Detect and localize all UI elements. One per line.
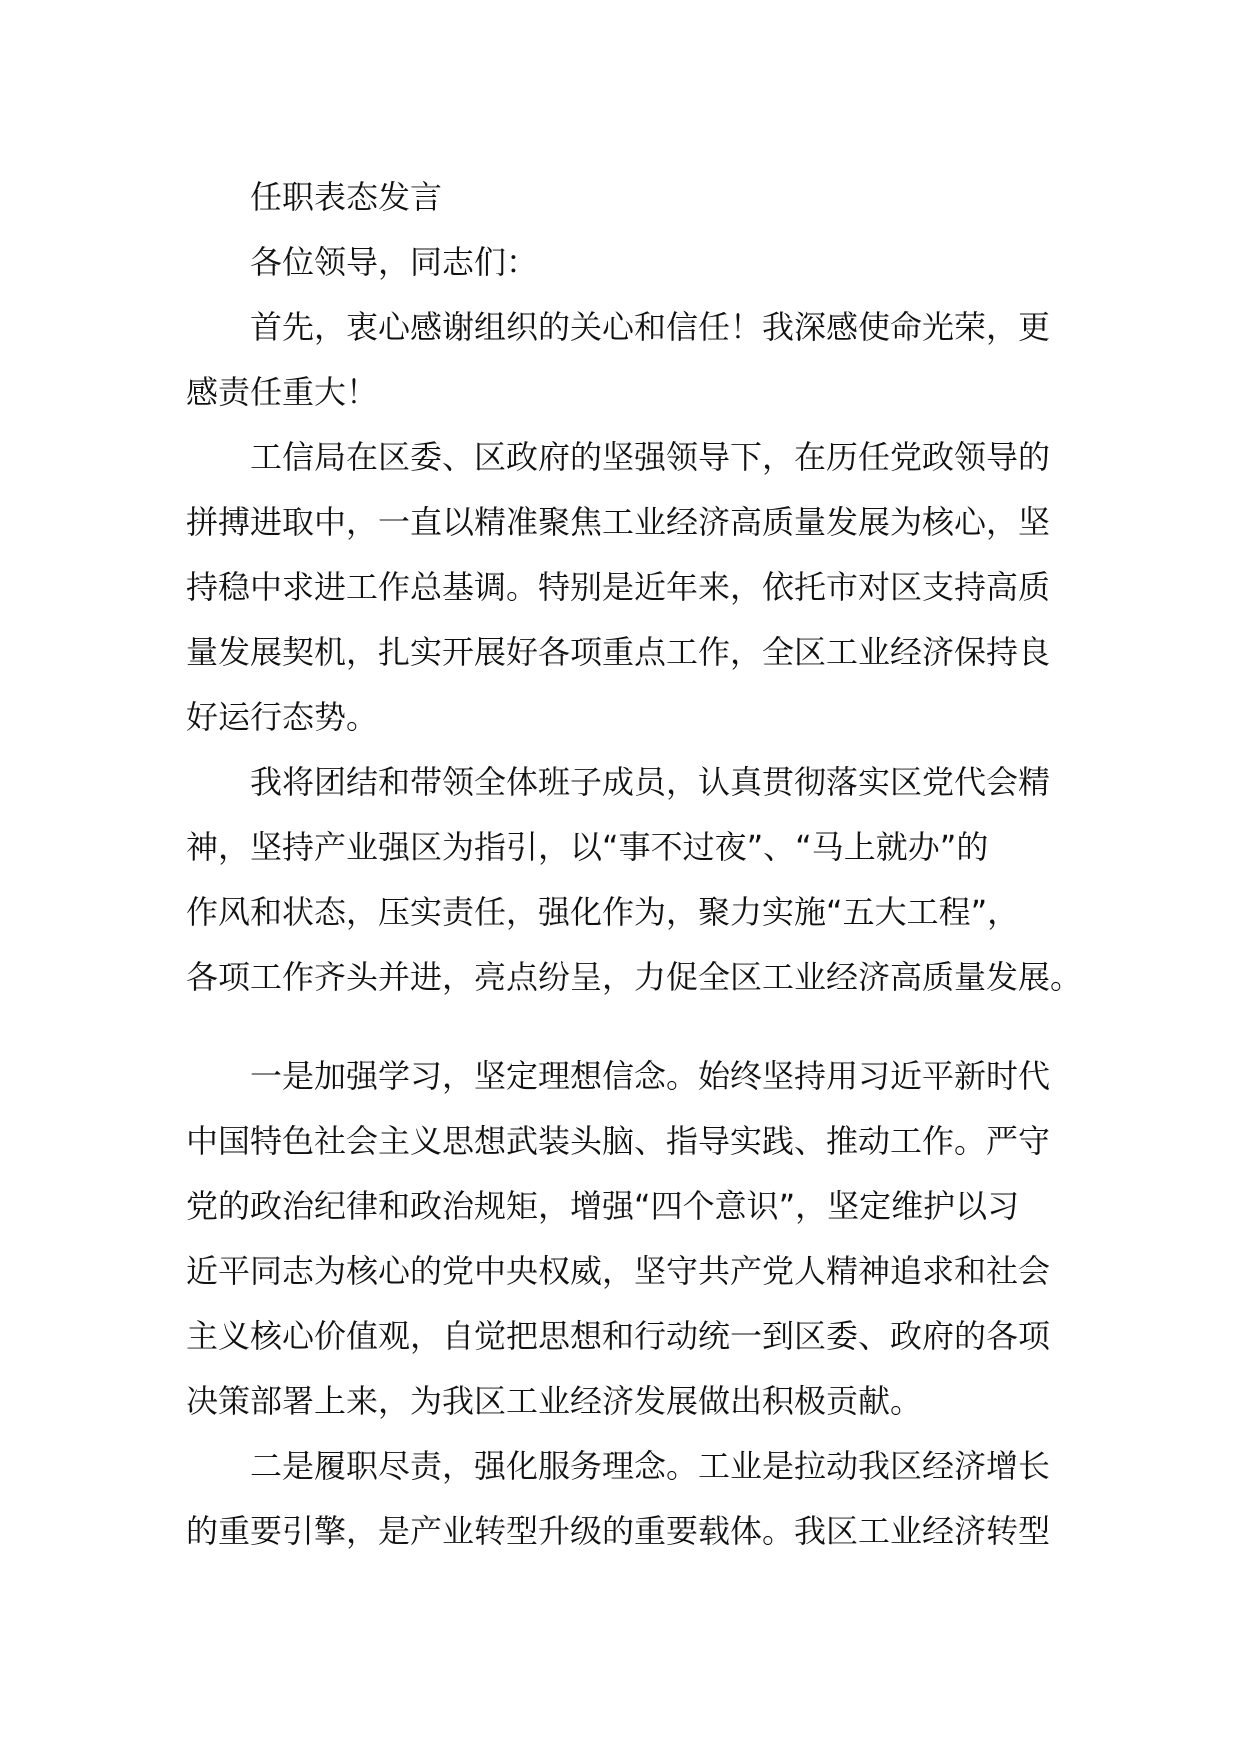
paragraph-line: 我将团结和带领全体班子成员，认真贯彻落实区党代会精	[250, 763, 1051, 801]
paragraph-gap	[186, 1010, 1066, 1044]
paragraph-line: 持稳中求进工作总基调。特别是近年来，依托市对区支持高质	[186, 568, 1051, 606]
salutation: 各位领导，同志们：	[250, 243, 539, 281]
paragraph-3	[186, 750, 1083, 1010]
paragraph-line: 一是加强学习，坚定理想信念。始终坚持用习近平新时代	[250, 1057, 1051, 1095]
paragraph-line: 的重要引擎，是产业转型升级的重要载体。我区工业经济转型	[186, 1512, 1051, 1550]
document-body	[186, 165, 1083, 1564]
paragraph-line: 近平同志为核心的党中央权威，坚守共产党人精神追求和社会	[186, 1252, 1051, 1290]
paragraph-line: 党的政治纪律和政治规矩，增强“四个意识”，坚定维护以习	[186, 1187, 1020, 1225]
paragraph-2	[186, 425, 1066, 750]
paragraph-line: 二是履职尽责，强化服务理念。工业是拉动我区经济增长	[250, 1447, 1051, 1485]
paragraph-line: 拼搏进取中，一直以精准聚焦工业经济高质量发展为核心，坚	[186, 503, 1051, 541]
paragraph-4	[186, 1044, 1066, 1434]
paragraph-line: 神，坚持产业强区为指引，以“事不过夜”、“马上就办”的	[186, 828, 989, 866]
paragraph-line: 好运行态势。	[186, 698, 379, 736]
paragraph-line: 决策部署上来，为我区工业经济发展做出积极贡献。	[186, 1382, 923, 1420]
paragraph-line: 作风和状态，压实责任，强化作为，聚力实施“五大工程”，	[186, 893, 1020, 931]
document-title: 任职表态发言	[250, 178, 443, 216]
paragraph-line: 工信局在区委、区政府的坚强领导下，在历任党政领导的	[250, 438, 1051, 476]
paragraph-line: 中国特色社会主义思想武装头脑、指导实践、推动工作。严守	[186, 1122, 1051, 1160]
paragraph-line: 主义核心价值观，自觉把思想和行动统一到区委、政府的各项	[186, 1317, 1051, 1355]
paragraph-5	[186, 1434, 1066, 1564]
paragraph-line: 各项工作齐头并进，亮点纷呈，力促全区工业经济高质量发展。	[186, 958, 1083, 996]
paragraph-line: 首先，衷心感谢组织的关心和信任！我深感使命光荣，更	[250, 308, 1051, 346]
paragraph-line: 量发展契机，扎实开展好各项重点工作，全区工业经济保持良	[186, 633, 1051, 671]
paragraph-1	[186, 295, 1066, 425]
paragraph-line: 感责任重大！	[186, 373, 379, 411]
